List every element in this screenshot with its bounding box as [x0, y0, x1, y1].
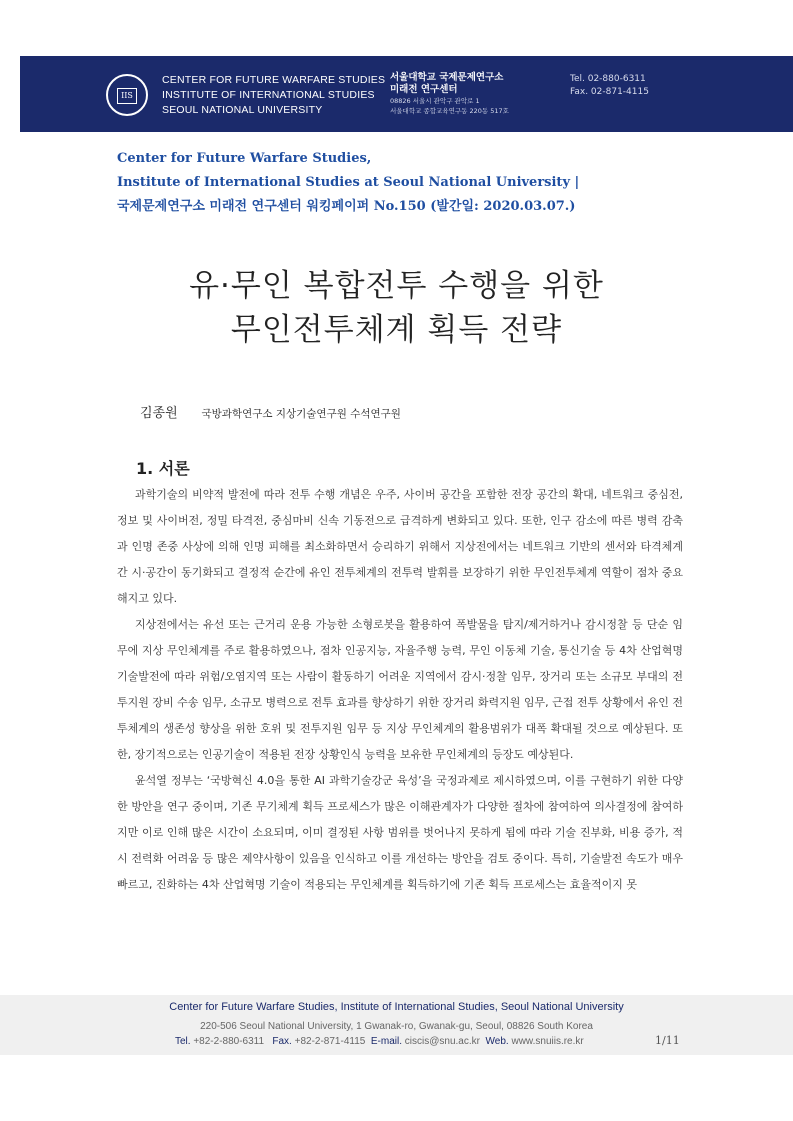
title-line1: 유·무인 복합전투 수행을 위한 [189, 268, 604, 304]
series-line3: 국제문제연구소 미래전 연구센터 워킹페이퍼 No.150 (발간일: 2020.03.07.) [117, 199, 576, 214]
footer-tel: +82-2-880-6311 [193, 1036, 265, 1047]
logo-text: IIS [117, 88, 137, 104]
series-line2: Institute of International Studies at Seoul National University | [117, 175, 580, 190]
header-tel: Tel. 02-880-6311 [570, 74, 646, 84]
footer-fax: +82-2-871-4115 [294, 1036, 366, 1047]
org-name-english [162, 73, 385, 118]
footer-web[interactable]: www.snuiis.re.kr [511, 1036, 584, 1047]
body-text [117, 482, 683, 898]
paragraph: 윤석열 정부는 ‘국방혁신 4.0을 통한 AI 과학기술강군 육성’을 국정과제로 제시하였으며, 이를 구현하기 위한 다양한 방안을 연구 중이며, 기존 무기체계 획득 프로세스가 많은 이해관계자가 다양한 절차에 참여하여 의사결정에 참여하지만 이로 인해 많은 시간이 소요되며, 이미 결정된 사항 범위를 벗어나지 못하게 됨에 따라 기술 진부화, 비용 증가, 적시 전력화 어려움 등 많은 제약사항이 있음을 인식하고 이를 개선하는 방안을 검토 중이다. 특히, 기술발전 속도가 매우 빠르고, 진화하는 4차 산업혁명 기술이 적용되는 무인체계를 획득하기에 기존 획득 프로세스는 효율적이지 못 [117, 774, 683, 891]
footer-tel-label: Tel. [175, 1036, 191, 1047]
header-fax: Fax. 02-871-4115 [570, 87, 649, 97]
paragraph: 지상전에서는 유선 또는 근거리 운용 가능한 소형로봇을 활용하여 폭발물을 탐지/제거하거나 감시정찰 등 단순 임무에 지상 무인체계를 주로 활용하였으나, 점차 인공지능, 자율주행 능력, 무인 이동체 기술, 통신기술 등 4차 산업혁명 기술발전에 따라 위험/오염지역 또는 사람이 활동하기 어려운 지역에서 감시·정찰 임무, 장거리 또는 소규모 부대의 전투지원 장비 수송 임무, 소규모 병력으로 전투 효과를 향상하기 위한 장거리 화력지원 임무, 근접 전투 상황에서 유인 전투체계의 생존성 향상을 위한 호위 및 전투지원 임무 등 지상 무인체계의 활용범위가 대폭 확대될 것으로 예상된다. 또한, 장기적으로는 인공기술이 적용된 전장 상황인식 능력을 보유한 무인체계의 등장도 예상된다. [117, 618, 683, 761]
paper-title [0, 264, 793, 352]
footer-email[interactable]: ciscis@snu.ac.kr [404, 1036, 480, 1047]
snu-logo-icon [106, 74, 148, 116]
footer-web-label: Web. [485, 1036, 509, 1047]
footer-email-label: E-mail. [370, 1036, 403, 1047]
org-kr-line1: 서울대학교 국제문제연구소 [390, 72, 504, 83]
org-name-korean [390, 72, 509, 116]
footer-fax-label: Fax. [272, 1036, 292, 1047]
footer-address: 220-506 Seoul National University, 1 Gwanak-ro, Gwanak-gu, Seoul, 08826 South Korea [200, 1021, 593, 1032]
paragraph: 과학기술의 비약적 발전에 따라 전투 수행 개념은 우주, 사이버 공간을 포함한 전장 공간의 확대, 네트워크 중심전, 정보 및 사이버전, 정밀 타격전, 중심마비 신속 기동전으로 급격하게 변화되고 있다. 또한, 인구 감소에 따른 병력 감축과 인명 존중 사상에 의해 인명 피해를 최소화하면서 승리하기 위해서 지상전에서는 네트워크 기반의 센서와 타격체계 간 시·공간이 동기화되고 결정적 순간에 유인 전투체계의 전투력 발휘를 보장하기 위한 무인전투체계 역할이 점차 중요해지고 있다. [117, 488, 683, 605]
footer-contact [175, 1036, 584, 1047]
address-line1: 08826 서울시 관악구 관악로 1 [390, 97, 480, 105]
org-name-line: INSTITUTE OF INTERNATIONAL STUDIES [162, 89, 375, 101]
series-info [117, 147, 579, 219]
page-number: 1/11 [655, 1034, 680, 1047]
section-heading: 1. 서론 [136, 459, 190, 478]
series-line1: Center for Future Warfare Studies, [117, 151, 372, 166]
org-kr-line2: 미래전 연구센터 [390, 84, 458, 95]
author-block [140, 402, 401, 421]
header-band [20, 56, 793, 132]
footer-org: Center for Future Warfare Studies, Institute of International Studies, Seoul National University [169, 1001, 624, 1013]
org-name-line: SEOUL NATIONAL UNIVERSITY [162, 104, 323, 116]
address-line2: 서울대학교 종합교육연구동 220동 517호 [390, 107, 509, 115]
org-name-line: CENTER FOR FUTURE WARFARE STUDIES [162, 74, 386, 86]
title-line2: 무인전투체계 획득 전략 [230, 312, 563, 348]
author-affiliation: 국방과학연구소 지상기술연구원 수석연구원 [201, 408, 401, 420]
author-name: 김종원 [140, 406, 178, 421]
header-contact [570, 73, 649, 99]
